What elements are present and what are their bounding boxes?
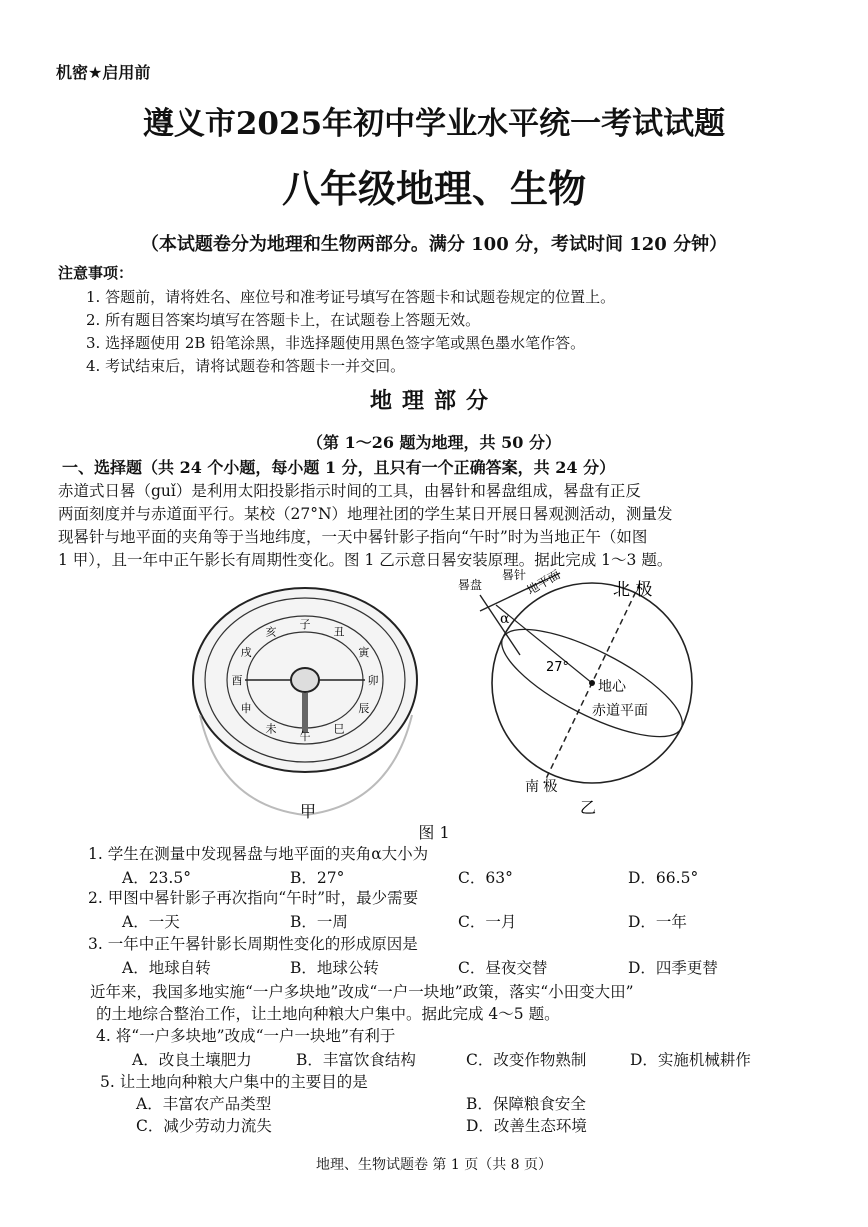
part-heading: 一、选择题（共 24 个小题，每小题 1 分，且只有一个正确答案，共 24 分） [62,458,616,477]
notice-item: 2. 所有题目答案均填写在答题卡上，在试题卷上答题无效。 [86,311,481,329]
label-yi: 乙 [580,798,597,817]
option: B．丰富饮食结构 [296,1051,416,1069]
section-subtitle: （第 1～26 题为地理，共 50 分） [307,433,561,452]
option: B．一周 [290,913,348,931]
exam-subject-title: 八年级地理、生物 [281,167,586,211]
notice-item: 3. 选择题使用 2B 铅笔涂黑，非选择题使用黑色签字笔或黑色墨水笔作答。 [86,334,586,352]
dial-char: 辰 [358,702,370,715]
question-stem: 4. 将“一户多块地”改成“一户一块地”有利于 [96,1027,396,1045]
question-stem: 5. 让土地向种粮大户集中的主要目的是 [100,1073,368,1091]
label-guipan: 晷盘 [458,578,483,592]
label-guizhen: 晷针 [502,568,527,582]
passage-line: 赤道式日晷（guǐ）是利用太阳投影指示时间的工具，由晷针和晷盘组成，晷盘有正反 [58,482,641,500]
option: C．63° [458,869,513,887]
globe-diagram [480,573,696,783]
dial-char: 卯 [367,674,379,687]
option: C．昼夜交替 [458,959,548,977]
notice-item: 4. 考试结束后，请将试题卷和答题卡一并交回。 [86,357,406,375]
option: C．改变作物熟制 [466,1051,587,1069]
dial-char: 寅 [358,646,370,659]
dial-char: 酉 [231,674,243,687]
label-earth-center: 地心 [598,679,626,695]
figure-1-svg [180,565,830,823]
label-dipingmian: 地平面 [524,567,563,598]
option: D．66.5° [628,869,699,887]
page-footer: 地理、生物试题卷 第 1 页（共 8 页） [315,1157,553,1173]
label-south-pole: 南 极 [525,779,558,795]
option: D．实施机械耕作 [630,1051,751,1069]
figure-1 [180,565,830,823]
dial-char: 巳 [333,722,345,736]
question-stem: 1. 学生在测量中发现晷盘与地平面的夹角α大小为 [88,845,429,863]
passage-line: 的土地综合整治工作，让土地向种粮大户集中。据此完成 4～5 题。 [96,1005,560,1023]
option: D．改善生态环境 [466,1117,587,1135]
question-stem: 2. 甲图中晷针影子再次指向“午时”时，最少需要 [88,889,419,907]
notice-item: 1. 答题前，请将姓名、座位号和准考证号填写在答题卡和试题卷规定的位置上。 [86,288,616,306]
figure-caption: 图 1 [418,823,450,842]
option: D．四季更替 [628,959,718,977]
exam-intro: （本试题卷分为地理和生物两部分。满分 100 分，考试时间 120 分钟） [140,234,728,255]
option: A．一天 [122,913,180,931]
dial-char: 子 [299,618,311,631]
option: B．27° [290,869,345,887]
label-27-degree: 27° [546,660,570,675]
option: C．减少劳动力流失 [136,1117,272,1135]
question-stem: 3. 一年中正午晷针影长周期性变化的形成原因是 [88,935,418,953]
exam-title: 遵义市2025年初中学业水平统一考试试题 [142,106,726,142]
section-title: 地理部分 [369,389,498,414]
passage-line: 近年来，我国多地实施“一户多块地”改成“一户一块地”政策，落实“小田变大田” [90,983,634,1001]
dial-char: 丑 [333,625,345,639]
option: B．保障粮食安全 [466,1095,586,1113]
notice-heading: 注意事项： [58,264,134,282]
passage-line: 两面刻度并与赤道面平行。某校（27°N）地理社团的学生某日开展日晷观测活动，测量发 [58,505,673,523]
dial-char: 午 [299,730,311,743]
label-jia: 甲 [300,802,317,821]
option: C．一月 [458,913,517,931]
option: A．改良土壤肥力 [132,1051,252,1069]
confidential-mark: 机密★启用前 [56,63,151,82]
label-alpha: α [500,611,510,627]
label-north-pole: 北 极 [613,580,653,600]
passage-line: 现晷针与地平面的夹角等于当地纬度，一天中晷针影子指向“午时”时为当地正午（如图 [58,528,648,546]
sundial-dial [193,588,417,815]
option: A．地球自转 [122,959,211,977]
option: B．地球公转 [290,959,379,977]
dial-char: 戌 [240,646,252,659]
option: A．23.5° [122,869,191,887]
dial-char: 申 [240,702,252,715]
passage-line: 1 甲），且一年中正午影长有周期性变化。图 1 乙示意日晷安装原理。据此完成 1～3 题。 [58,551,673,569]
option: D．一年 [628,913,687,931]
dial-char: 未 [265,722,277,736]
label-equator-plane: 赤道平面 [592,703,648,719]
option: A．丰富农产品类型 [136,1095,272,1113]
dial-char: 亥 [265,625,277,639]
